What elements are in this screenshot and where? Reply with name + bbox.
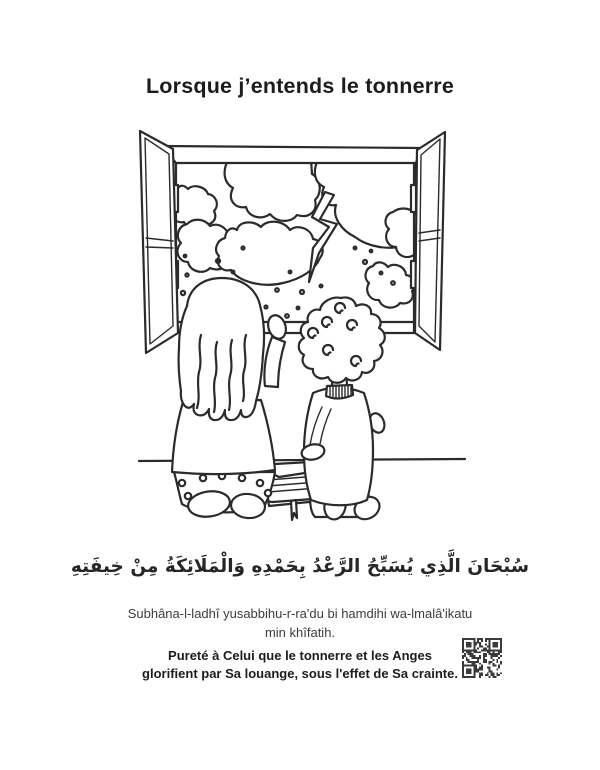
girl-figure [172,278,289,520]
transliteration-line: min khîfatih. [264,625,336,640]
dua-arabic-text: سُبْحَانَ الَّذِي يُسَبِّحُ الرَّعْدُ بِحَمْدِهِ وَالْمَلَائِكَةُ مِنْ خِيفَتِهِ [70,556,530,577]
window-shutter-right [415,132,445,350]
dua-translation-fr [0,647,600,683]
translation-line: Pureté à Celui que le tonnerre et les Anges [168,648,432,663]
storm-window-illustration [125,120,475,530]
boy-figure [299,297,387,523]
window-shutter-left [140,131,178,353]
qr-code [462,638,502,678]
transliteration-line: Subhâna-l-ladhî yusabbihu-r-ra'du bi hamdihi wa-lmalâ'ikatu [127,606,473,621]
translation-line: glorifient par Sa louange, sous l'effet de Sa crainte. [142,666,458,681]
page-title: Lorsque j’entends le tonnerre [145,74,455,98]
dua-transliteration [0,604,600,642]
